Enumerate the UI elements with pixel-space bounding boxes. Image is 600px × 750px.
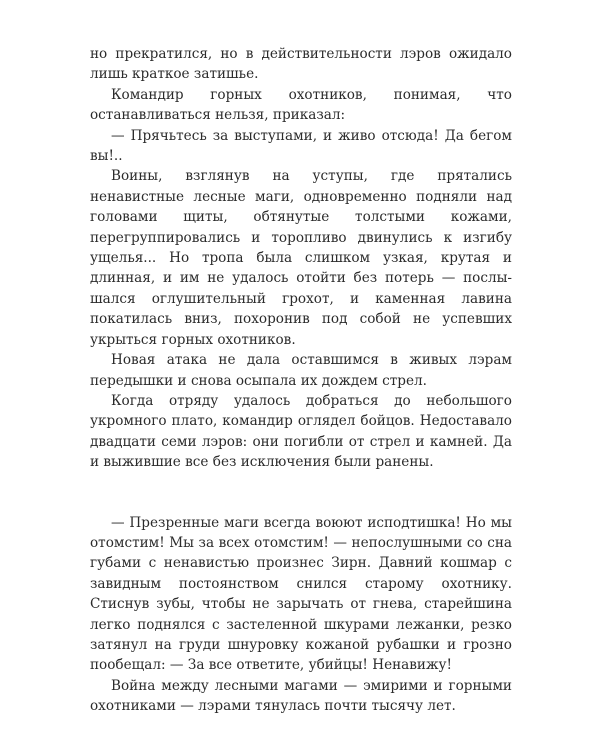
dialogue-paragraph: — Презренные маги всегда воюют исподтишка! Но мы отомстим! Мы за всех отомстим! — непослушными со сна губами с ненавистью произнес Зирн. Давний кошмар с завидным постоянством снился старому охотнику. Стиснув зубы, чтобы не зарычать от гнева, старейшина легко поднялся с застеленной шкурами лежанки, резко затянул на груди шнуровку кожаной рубашки и грозно пообещал: — За все ответите, убийцы! Ненавижу! — [90, 514, 512, 674]
dialogue-line: — Прячьтесь за выступами, и живо отсюда! Да бегом вы!.. — [90, 127, 512, 165]
paragraph: Воины, взглянув на уступы, где прятались ненавистные лесные маги, одновременно подняли над головами щиты, обтянутые толстыми кожами, перегруппировались и торопливо двинулись к изгибу ущелья... Но тропа была слишком узкая, крутая и длинная, и им не удалось отойти без потерь — послышался оглушительный грохот, и каменная лавина покатилась вниз, похоронив под собой не успевших укрыться горных охотников. — [90, 168, 512, 348]
paragraph: Новая атака не дала оставшимся в живых лэрам передышки и снова осыпала их дождем стрел. — [90, 352, 512, 389]
paragraph: Война между лесными магами — эмирими и горными охотниками — лэрами тянулась почти тысячу лет. — [90, 677, 512, 715]
paragraph: но прекратился, но в действительности лэров ожидало лишь краткое затишье. — [90, 46, 512, 83]
book-page — [90, 44, 512, 717]
text-section-1 — [90, 44, 512, 473]
text-section-2 — [90, 513, 512, 717]
paragraph: Когда отряду удалось добраться до небольшого укромного плато, командир оглядел бойцов. Недоставало двадцати семи лэров: они погибли от стрел и камней. Да и выжившие все без исключения были ранены. — [90, 392, 512, 471]
paragraph: Командир горных охотников, понимая, что останавливаться нельзя, приказал: — [90, 86, 512, 124]
section-break — [90, 473, 512, 513]
